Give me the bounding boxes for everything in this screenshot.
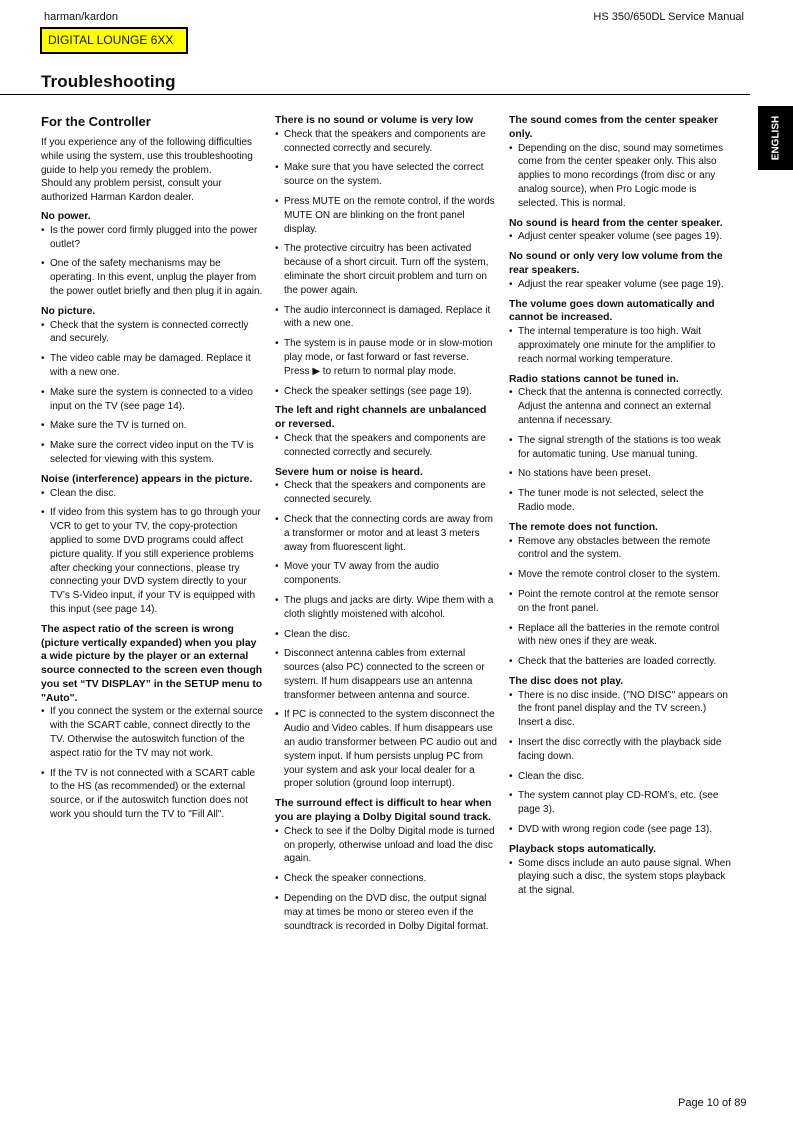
page-number: Page 10 of 89 bbox=[678, 1097, 747, 1109]
problem-title: No picture. bbox=[41, 305, 96, 317]
problem-title: The aspect ratio of the screen is wrong (picture vertically expanded) when you play a wide picture by the player or an external source connected to the screen even though you set “TV DISPLAY” in the SETUP menu to "Auto". bbox=[41, 623, 263, 704]
solution-list bbox=[509, 386, 731, 514]
solution-list bbox=[509, 325, 731, 366]
problem-title: The volume goes down automatically and cannot be increased. bbox=[509, 298, 715, 324]
title-divider bbox=[0, 94, 750, 95]
solution-item: • The audio interconnect is damaged. Replace it with a new one. bbox=[275, 304, 497, 332]
solution-item: • The plugs and jacks are dirty. Wipe them with a cloth slightly moistened with alcohol. bbox=[275, 594, 497, 622]
solution-list bbox=[275, 825, 497, 934]
problem-title: Radio stations cannot be tuned in. bbox=[509, 373, 679, 385]
solution-list bbox=[509, 142, 731, 211]
section-heading: For the Controller bbox=[41, 114, 151, 129]
solution-item: • The protective circuitry has been activated because of a short circuit. Turn off the system, eliminate the short circuit problem and turn on the power again. bbox=[275, 242, 497, 297]
problem-title: No sound or only very low volume from the rear speakers. bbox=[509, 251, 723, 276]
problem-title: There is no sound or volume is very low bbox=[275, 115, 474, 126]
solution-item: • Insert the disc correctly with the playback side facing down. bbox=[509, 736, 731, 764]
problem-title: The remote does not function. bbox=[509, 521, 658, 533]
language-tab bbox=[758, 106, 793, 170]
solution-item: • Adjust center speaker volume (see pages 19). bbox=[509, 230, 731, 244]
intro-text-2: Should any problem persist, consult your authorized Harman Kardon dealer. bbox=[41, 178, 222, 204]
solution-item: • No stations have been preset. bbox=[509, 467, 731, 481]
solution-list bbox=[41, 487, 263, 617]
solution-item: • If video from this system has to go through your VCR to get to your TV, the copy-protection applied to some DVD programs could affect picture quality. If you still experience problems after checking your connections, please try connecting your DVD system directly to your TV’s S-Video input, if your TV is equipped with this input (see page 14). bbox=[41, 506, 263, 616]
solution-item: • Check that the speakers and components are connected correctly and securely. bbox=[275, 128, 497, 156]
solution-item: • The signal strength of the stations is too weak for automatic tuning. Use manual tuning. bbox=[509, 434, 731, 462]
column-1 bbox=[41, 114, 263, 828]
problem-title: The surround effect is difficult to hear when you are playing a Dolby Digital sound track. bbox=[275, 798, 492, 824]
solution-item: • Replace all the batteries in the remote control with new ones if they are weak. bbox=[509, 622, 731, 650]
solution-item: • Clean the disc. bbox=[275, 628, 497, 642]
solution-list bbox=[41, 319, 263, 467]
solution-item: • Check the speaker connections. bbox=[275, 872, 497, 886]
problem-title: No sound is heard from the center speaker. bbox=[509, 217, 723, 229]
solution-list bbox=[509, 535, 731, 669]
solution-item: • Check the speaker settings (see page 19). bbox=[275, 385, 497, 399]
solution-list bbox=[275, 128, 497, 399]
solution-list bbox=[41, 224, 263, 299]
solution-list bbox=[509, 857, 731, 898]
solution-list bbox=[509, 689, 731, 837]
solution-item: • Check that the system is connected correctly and securely. bbox=[41, 319, 263, 347]
solution-item: • The system cannot play CD-ROM’s, etc. (see page 3). bbox=[509, 789, 731, 817]
model-label-box: DIGITAL LOUNGE 6XX bbox=[40, 27, 188, 54]
solution-item: • Move the remote control closer to the system. bbox=[509, 568, 731, 582]
solution-item: • Press MUTE on the remote control, if the words MUTE ON are blinking on the front panel display. bbox=[275, 195, 497, 236]
solution-list bbox=[509, 230, 731, 244]
problem-title: Playback stops automatically. bbox=[509, 843, 657, 855]
solution-item: • Remove any obstacles between the remote control and the system. bbox=[509, 535, 731, 563]
problem-title: The sound comes from the center speaker only. bbox=[509, 115, 719, 140]
solution-item: • Clean the disc. bbox=[509, 770, 731, 784]
page-title: Troubleshooting bbox=[41, 72, 176, 91]
solution-item: • Adjust the rear speaker volume (see page 19). bbox=[509, 278, 731, 292]
manual-title: HS 350/650DL Service Manual bbox=[593, 11, 744, 23]
solution-item: • Make sure that you have selected the correct source on the system. bbox=[275, 161, 497, 189]
problem-title: No power. bbox=[41, 210, 91, 222]
solution-item: • Disconnect antenna cables from external sources (also PC) connected to the screen or system. If hum disappears use an antenna transformer between antenna and source. bbox=[275, 647, 497, 702]
solution-item: • The internal temperature is too high. Wait approximately one minute for the amplifier to reach normal working temperature. bbox=[509, 325, 731, 366]
solution-item: • Depending on the disc, sound may sometimes come from the center speaker only. This also applies to mono recordings (from disc or any analog source), when Pro Logic mode is selected. This is normal. bbox=[509, 142, 731, 211]
problem-title: The disc does not play. bbox=[509, 675, 624, 687]
solution-item: • Check to see if the Dolby Digital mode is turned on properly, otherwise unload and load the disc again. bbox=[275, 825, 497, 866]
problem-title: Severe hum or noise is heard. bbox=[275, 466, 423, 478]
solution-item: • Check that the batteries are loaded correctly. bbox=[509, 655, 731, 669]
problem-title: Noise (interference) appears in the picture. bbox=[41, 473, 253, 485]
solution-item: • Some discs include an auto pause signal. When playing such a disc, the system stops playback at the signal. bbox=[509, 857, 731, 898]
solution-item: • Check that the speakers and components are connected securely. bbox=[275, 479, 497, 507]
problem-title: The left and right channels are unbalanced or reversed. bbox=[275, 405, 487, 431]
solution-item: • Make sure the TV is turned on. bbox=[41, 419, 263, 433]
intro-text: If you experience any of the following difficulties while using the system, use this troubleshooting guide to help you remedy the problem. bbox=[41, 137, 253, 176]
solution-item: • Check that the speakers and components are connected correctly and securely. bbox=[275, 432, 497, 460]
column-2 bbox=[275, 114, 497, 939]
solution-item: • The system is in pause mode or in slow-motion play mode, or fast forward or fast reverse. Press ▶ to return to normal play mode. bbox=[275, 337, 497, 378]
solution-item: • DVD with wrong region code (see page 13). bbox=[509, 823, 731, 837]
solution-item: • Is the power cord firmly plugged into the power outlet? bbox=[41, 224, 263, 252]
solution-item: • Clean the disc. bbox=[41, 487, 263, 501]
solution-item: • Point the remote control at the remote sensor on the front panel. bbox=[509, 588, 731, 616]
solution-list bbox=[275, 432, 497, 460]
solution-item: • Make sure the system is connected to a video input on the TV (see page 14). bbox=[41, 386, 263, 414]
solution-item: • If you connect the system or the external source with the SCART cable, connect directly to the TV. Otherwise the autoswitch function of the aspect ratio for the TV may not work. bbox=[41, 705, 263, 760]
solution-item: • Make sure the correct video input on the TV is selected for viewing with this system. bbox=[41, 439, 263, 467]
solution-list bbox=[41, 705, 263, 821]
solution-item: • Check that the connecting cords are away from a transformer or motor and at least 3 meters away from fluorescent light. bbox=[275, 513, 497, 554]
solution-item: • Move your TV away from the audio components. bbox=[275, 560, 497, 588]
solution-item: • If PC is connected to the system disconnect the Audio and Video cables. If hum disappears use an audio transformer between PC audio out and system input. If hum persists unplug PC from your system and ask your local dealer for a proper solution (ground loop interrupt). bbox=[275, 708, 497, 791]
solution-list bbox=[275, 479, 497, 791]
column-3 bbox=[509, 114, 731, 904]
solution-item: • Depending on the DVD disc, the output signal may at times be mono or stereo even if the soundtrack is recorded in Dolby Digital format. bbox=[275, 892, 497, 933]
solution-item: • The video cable may be damaged. Replace it with a new one. bbox=[41, 352, 263, 380]
solution-item: • There is no disc inside. ("NO DISC" appears on the front panel display and the TV screen.) Insert a disc. bbox=[509, 689, 731, 730]
language-tab-label: ENGLISH bbox=[770, 115, 781, 161]
solution-item: • Check that the antenna is connected correctly. Adjust the antenna and connect an external antenna if necessary. bbox=[509, 386, 731, 427]
solution-item: • One of the safety mechanisms may be operating. In this event, unplug the player from the power outlet briefly and then plug it in again. bbox=[41, 257, 263, 298]
solution-item: • The tuner mode is not selected, select the Radio mode. bbox=[509, 487, 731, 515]
brand-name: harman/kardon bbox=[44, 11, 118, 23]
solution-item: • If the TV is not connected with a SCART cable to the HS (as recommended) or the external source, or if the autoswitch function does not work you should turn the TV to "Fill All". bbox=[41, 767, 263, 822]
solution-list bbox=[509, 278, 731, 292]
